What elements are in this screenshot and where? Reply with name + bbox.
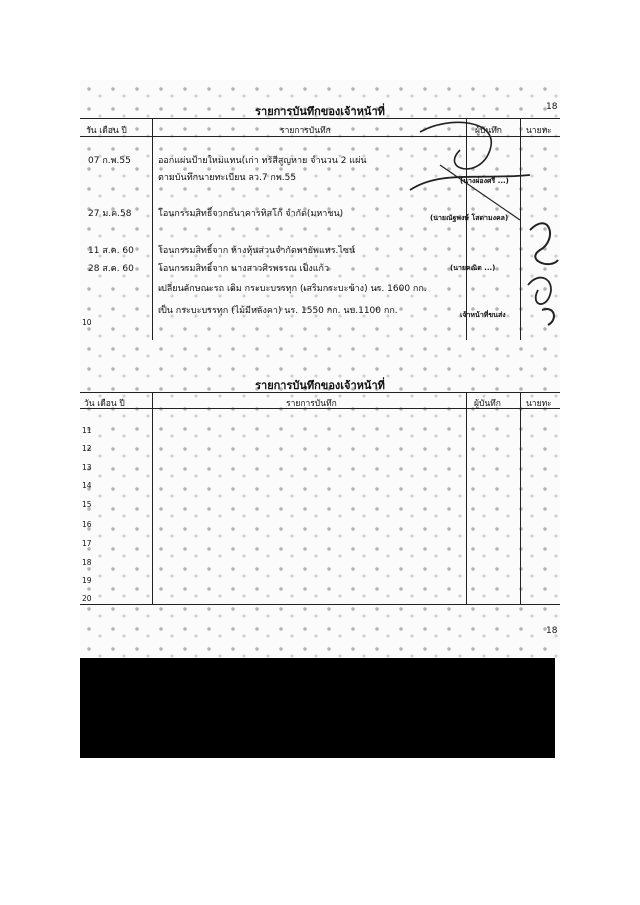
- upper-register-section: [80, 80, 560, 340]
- lower-header-entry: รายการบันทึก: [286, 399, 337, 409]
- upper-row-date: 28 ส.ค. 60: [88, 264, 134, 274]
- official-signatures: [380, 110, 560, 340]
- lower-page-number: 18: [546, 626, 558, 636]
- upper-row-entry: ตามบันทึกนายทะเบียน ลว.7 กพ.55: [158, 173, 297, 183]
- upper-header-recorder: ผู้บันทึก: [475, 126, 502, 136]
- upper-header-official: นายทะ: [526, 126, 552, 136]
- lower-register-section: [80, 340, 560, 658]
- lower-date-col-divider: [152, 392, 153, 604]
- upper-header-date: วัน เดือน ปี: [86, 126, 127, 136]
- lower-row-number: 18: [82, 558, 92, 567]
- lower-row-number: 12: [82, 444, 92, 453]
- upper-row-entry: เปลี่ยนลักษณะรถ เดิม กระบะบรรทุก (เสริมกระบะข้าง) นร. 1600 กก.: [158, 284, 427, 294]
- upper-row-entry: โอนกรรมสิทธิ์จากธนาคารทิสโก้ จำกัด(มหาชน): [158, 209, 344, 219]
- official-stamp: (นางผ่องศรี ...): [460, 177, 509, 185]
- official-stamp: (นายณัฐพงษ์ โสดามงคล): [430, 214, 509, 222]
- lower-row-number: 14: [82, 481, 92, 490]
- upper-row-date: 11 ส.ค. 60: [88, 246, 134, 256]
- upper-row-entry: ออกแผ่นป้ายใหม่แทน(เก่า ทรัสีสูญหาย จำนวน 2 แผ่น: [158, 156, 367, 166]
- upper-date-col-divider: [152, 118, 153, 340]
- lower-row-number: 15: [82, 500, 92, 509]
- lower-row-number: 11: [82, 426, 92, 435]
- upper-row-date: 07 ก.พ.55: [88, 156, 131, 166]
- redaction-block: [80, 658, 555, 758]
- official-stamp: เจ้าหน้าที่ขนส่ง: [460, 311, 506, 319]
- lower-row-number: 16: [82, 520, 92, 529]
- lower-row-number: 19: [82, 576, 92, 585]
- lower-row-number: 13: [82, 463, 92, 472]
- upper-page-number: 18: [546, 102, 558, 112]
- upper-header-entry: รายการบันทึก: [280, 126, 331, 136]
- lower-section-title: รายการบันทึกของเจ้าหน้าที่: [255, 379, 385, 392]
- upper-row-number: 10: [82, 318, 92, 327]
- lower-row-number: 20: [82, 594, 92, 603]
- upper-row-date: 27 ม.ค.58: [88, 209, 132, 219]
- lower-entry-col-divider: [466, 392, 467, 604]
- upper-row-entry: โอนกรรมสิทธิ์จาก นางสาวศิรพรรณ เป็งแก้ว: [158, 264, 330, 274]
- lower-header-recorder: ผู้บันทึก: [474, 399, 501, 409]
- lower-recorder-col-divider: [520, 392, 521, 604]
- lower-header-official: นายทะ: [526, 399, 552, 409]
- official-stamp: (นายคณิต ...): [450, 264, 496, 272]
- upper-row-entry: โอนกรรมสิทธิ์จาก ห้างหุ้นส่วนจำกัดพายัพแทร.ไซน์: [158, 246, 356, 256]
- lower-header-date: วัน เดือน ปี: [84, 399, 125, 409]
- lower-table-bottom-line: [80, 604, 560, 605]
- upper-section-title: รายการบันทึกของเจ้าหน้าที่: [255, 105, 385, 118]
- upper-row-entry: เป็น กระบะบรรทุก (ไม้มีหลังคา) นร. 1550 กก. นบ.1100 กก.: [158, 306, 398, 316]
- lower-row-number: 17: [82, 539, 92, 548]
